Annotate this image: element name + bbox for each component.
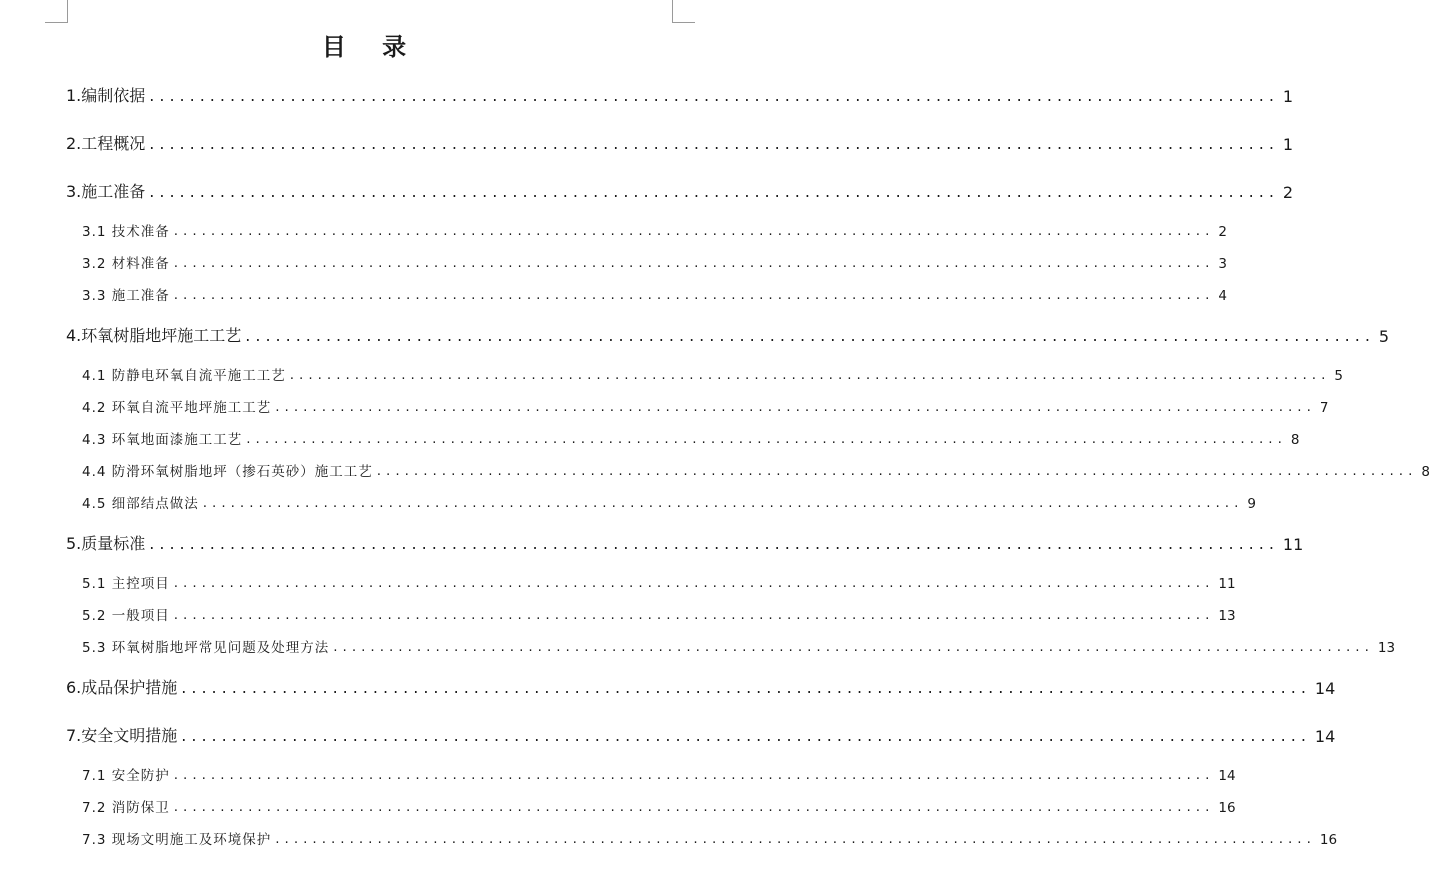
toc-entry-6[interactable] [66, 675, 1336, 698]
toc-entry-3-2[interactable] [82, 252, 1227, 272]
toc-leader-dots: ................................................................................................................ [245, 326, 1375, 345]
toc-entry-label: 5.3 环氧树脂地坪常见问题及处理方法 [82, 640, 330, 656]
toc-leader-dots: ................................................................................................................ [149, 182, 1279, 201]
toc-entry-label: 7.2 消防保卫 [82, 800, 170, 816]
toc-entry-label: 4.4 防滑环氧树脂地坪（掺石英砂）施工工艺 [82, 464, 373, 480]
toc-entry-4-5[interactable] [82, 492, 1256, 512]
toc-entry-4[interactable] [66, 323, 1390, 346]
toc-entry-5-3[interactable] [82, 636, 1396, 656]
toc-leader-dots: ................................................................................................................ [173, 287, 1215, 303]
toc-entry-page: 5 [1378, 327, 1390, 346]
toc-entry-label: 2.工程概况 [66, 134, 146, 153]
toc-entry-5[interactable] [66, 531, 1304, 554]
toc-leader-dots: ................................................................................................................ [173, 607, 1215, 623]
toc-entry-page: 14 [1314, 679, 1336, 698]
toc-entry-label: 3.施工准备 [66, 182, 146, 201]
toc-leader-dots: ................................................................................................................ [173, 767, 1215, 783]
toc-entry-label: 3.1 技术准备 [82, 224, 170, 240]
toc-entry-page: 13 [1218, 608, 1236, 624]
toc-entry-page: 11 [1282, 535, 1304, 554]
toc-entry-page: 8 [1421, 464, 1430, 480]
toc-entry-page: 11 [1218, 576, 1236, 592]
toc-entry-3[interactable] [66, 179, 1294, 202]
toc-entry-7-3[interactable] [82, 828, 1338, 848]
toc-entry-page: 4 [1218, 288, 1227, 304]
toc-entry-page: 9 [1247, 496, 1256, 512]
toc-entry-page: 8 [1290, 432, 1300, 448]
toc-entry-label: 3.2 材料准备 [82, 256, 170, 272]
toc-leader-dots: ................................................................................................................ [173, 223, 1215, 239]
toc-leader-dots: ................................................................................................................ [275, 831, 1316, 847]
toc-entry-label: 4.环氧树脂地坪施工工艺 [66, 326, 242, 345]
toc-entry-label: 4.2 环氧自流平地坪施工工艺 [82, 400, 272, 416]
toc-entry-5-1[interactable] [82, 572, 1236, 592]
toc-entry-page: 14 [1218, 768, 1236, 784]
toc-leader-dots: ................................................................................................................ [376, 463, 1418, 479]
toc-entry-7-2[interactable] [82, 796, 1236, 816]
toc-leader-dots: ................................................................................................................ [202, 495, 1244, 511]
toc-entry-page: 16 [1319, 832, 1338, 848]
toc-leader-dots: ................................................................................................................ [275, 399, 1316, 415]
toc-leader-dots: ................................................................................................................ [181, 726, 1311, 745]
toc-entry-page: 13 [1377, 640, 1396, 656]
toc-entry-label: 4.5 细部结点做法 [82, 496, 199, 512]
toc-leader-dots: ................................................................................................................ [246, 431, 1287, 447]
toc-entry-label: 5.2 一般项目 [82, 608, 170, 624]
toc-entry-label: 1.编制依据 [66, 86, 146, 105]
toc-entry-label: 7.安全文明措施 [66, 726, 178, 745]
toc-entry-page: 16 [1218, 800, 1236, 816]
toc-entry-3-1[interactable] [82, 220, 1227, 240]
toc-entry-label: 5.质量标准 [66, 534, 146, 553]
toc-leader-dots: ................................................................................................................ [149, 534, 1279, 553]
page-corner-mark-left [45, 0, 68, 23]
toc-entry-label: 6.成品保护措施 [66, 678, 178, 697]
toc-entry-3-3[interactable] [82, 284, 1227, 304]
toc-entry-page: 14 [1314, 727, 1336, 746]
toc-entry-7-1[interactable] [82, 764, 1236, 784]
toc-leader-dots: ................................................................................................................ [289, 367, 1331, 383]
toc-entry-1[interactable] [66, 83, 1294, 106]
toc-leader-dots: ................................................................................................................ [149, 134, 1279, 153]
toc-entry-label: 7.1 安全防护 [82, 768, 170, 784]
toc-entry-4-2[interactable] [82, 396, 1329, 416]
toc-entry-label: 3.3 施工准备 [82, 288, 170, 304]
toc-entry-page: 2 [1218, 224, 1227, 240]
toc-entry-page: 7 [1319, 400, 1329, 416]
toc-leader-dots: ................................................................................................................ [333, 639, 1374, 655]
toc-entry-page: 1 [1282, 135, 1294, 154]
toc-entry-4-3[interactable] [82, 428, 1300, 448]
toc-entry-label: 4.3 环氧地面漆施工工艺 [82, 432, 243, 448]
toc-entry-label: 5.1 主控项目 [82, 576, 170, 592]
toc-entry-2[interactable] [66, 131, 1294, 154]
page-corner-mark-right [672, 0, 695, 23]
toc-entry-5-2[interactable] [82, 604, 1236, 624]
toc-entry-page: 5 [1334, 368, 1343, 384]
toc-title: 目 录 [321, 32, 421, 61]
toc-entry-page: 2 [1282, 183, 1294, 202]
toc-entry-page: 3 [1218, 256, 1227, 272]
toc-entry-page: 1 [1282, 87, 1294, 106]
toc-entry-label: 4.1 防静电环氧自流平施工工艺 [82, 368, 286, 384]
toc-leader-dots: ................................................................................................................ [149, 86, 1279, 105]
toc-leader-dots: ................................................................................................................ [173, 255, 1215, 271]
toc-leader-dots: ................................................................................................................ [181, 678, 1311, 697]
toc-entry-4-1[interactable] [82, 364, 1343, 384]
toc-entry-7[interactable] [66, 723, 1336, 746]
toc-leader-dots: ................................................................................................................ [173, 575, 1215, 591]
toc-entry-4-4[interactable] [82, 460, 1430, 480]
toc-leader-dots: ................................................................................................................ [173, 799, 1215, 815]
toc-entry-label: 7.3 现场文明施工及环境保护 [82, 832, 272, 848]
